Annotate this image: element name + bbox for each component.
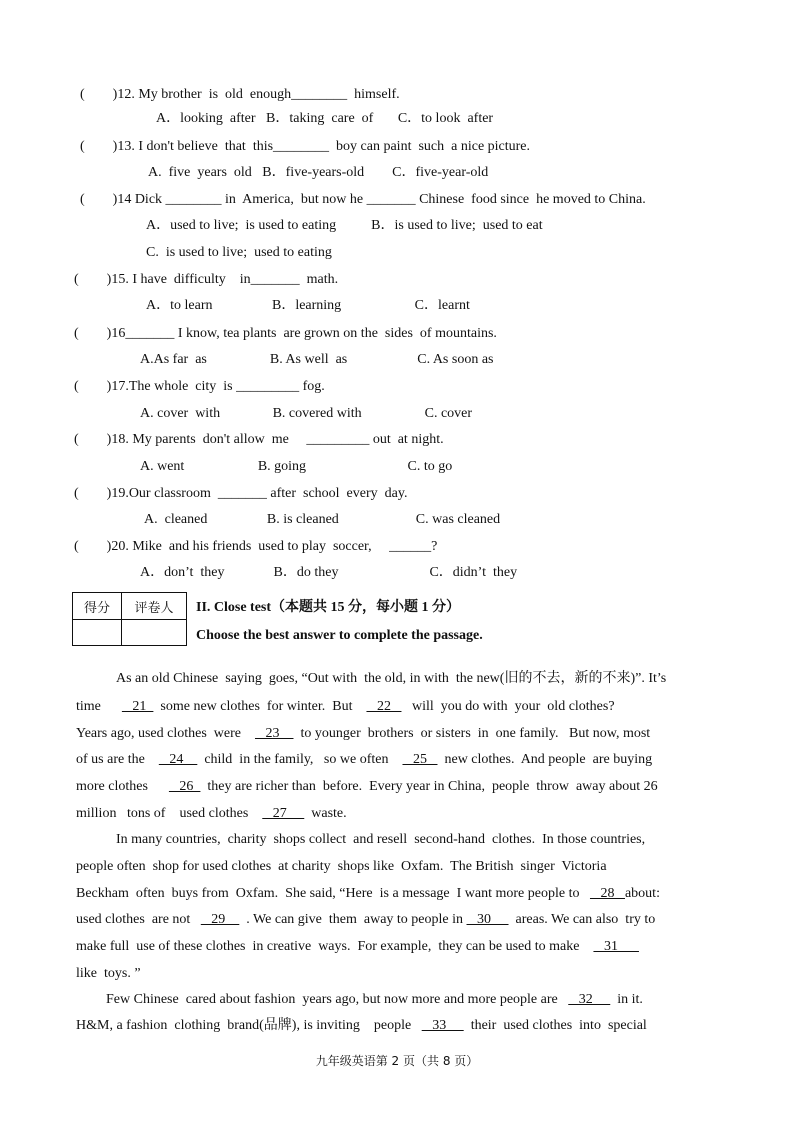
page-footer: 九年级英语第 2 页（共 8 页） [315,1054,479,1068]
question-14-options-1: A．used to live; is used to eating B．is used to live; used to eat [146,218,543,233]
score-box [72,592,187,646]
question-12-options: A．looking after B．taking care of C．to look after [156,111,494,126]
question-19: ( )19.Our classroom _______ after school every day. [74,486,408,501]
passage-line-13: Few Chinese cared about fashion years ago, but now more and more people are 32 in it. [106,992,643,1007]
passage-line-14: H&M, a fashion clothing brand(品牌), is inviting people 33 their used clothes into special [76,1018,647,1033]
blank-30: 30 [466,912,509,927]
blank-31: 31 [593,939,639,954]
question-19-options: A. cleaned B. is cleaned C. was cleaned [144,512,501,527]
blank-24: 24 [158,752,198,767]
blank-26: 26 [168,779,201,794]
blank-27: 27 [262,806,305,821]
blank-32: 32 [568,992,611,1007]
question-20-options: A．don’t they B．do they C．didn’t they [140,565,518,580]
blank-23: 23 [254,726,294,741]
passage-line-1: As an old Chinese saying goes, “Out with the old, in with the new(旧的不去，新的不来)”. It’s [116,671,667,686]
passage-line-8: people often shop for used clothes at charity shops like Oxfam. The British singer Victoria [76,859,607,874]
passage-line-12: like toys. ” [76,966,141,981]
blank-28: 28 [589,886,625,901]
question-13-options: A. five years old B．five-years-old C．five-year-old [148,165,489,180]
question-18: ( )18. My parents don't allow me _________ out at night. [74,432,444,447]
blank-25: 25 [402,752,438,767]
question-17: ( )17.The whole city is _________ fog. [74,379,325,394]
grader-cell [122,620,187,646]
question-15-options: A．to learn B．learning C．learnt [146,298,470,313]
passage-line-5: more clothes 26 they are richer than before. Every year in China, people throw away about 26 [76,779,658,794]
question-14-options-2: C. is used to live; used to eating [146,245,332,260]
passage-line-3: Years ago, used clothes were 23 to younger brothers or sisters in one family. But now, most [76,726,651,741]
section-title: II. Close test（本题共 15 分，每小题 1 分） [196,600,461,615]
blank-22: 22 [366,699,402,714]
passage-line-9: Beckham often buys from Oxfam. She said, “Here is a message I want more people to 28 about: [76,886,660,901]
question-15: ( )15. I have difficulty in_______ math. [74,272,339,287]
question-13: ( )13. I don't believe that this________ boy can paint such a nice picture. [80,139,531,154]
passage-line-7: In many countries, charity shops collect and resell second-hand clothes. In those countries, [116,832,646,847]
passage-line-2: time 21 some new clothes for winter. But 22 will you do with your old clothes? [76,699,615,714]
passage-line-4: of us are the 24 child in the family, so we often 25 new clothes. And people are buying [76,752,653,767]
blank-21: 21 [121,699,154,714]
blank-29: 29 [200,912,240,927]
question-17-options: A. cover with B. covered with C. cover [140,406,473,421]
question-16: ( )16_______ I know, tea plants are grown on the sides of mountains. [74,326,497,341]
blank-33: 33 [421,1018,464,1033]
question-12: ( )12. My brother is old enough________ himself. [80,87,400,102]
score-label: 得分 [73,593,122,620]
question-14: ( )14 Dick ________ in America, but now he _______ Chinese food since he moved to China. [80,192,646,207]
score-cell [73,620,122,646]
section-instruction: Choose the best answer to complete the passage. [196,628,483,643]
question-18-options: A. went B. going C. to go [140,459,453,474]
passage-line-11: make full use of these clothes in creative ways. For example, they can be used to make 31 [76,939,639,954]
question-16-options: A.As far as B. As well as C. As soon as [140,352,494,367]
passage-line-10: used clothes are not 29 . We can give them away to people in 30 areas. We can also try to [76,912,656,927]
passage-line-6: million tons of used clothes 27 waste. [76,806,347,821]
question-20: ( )20. Mike and his friends used to play soccer, ______? [74,539,438,554]
grader-label: 评卷人 [122,593,187,620]
